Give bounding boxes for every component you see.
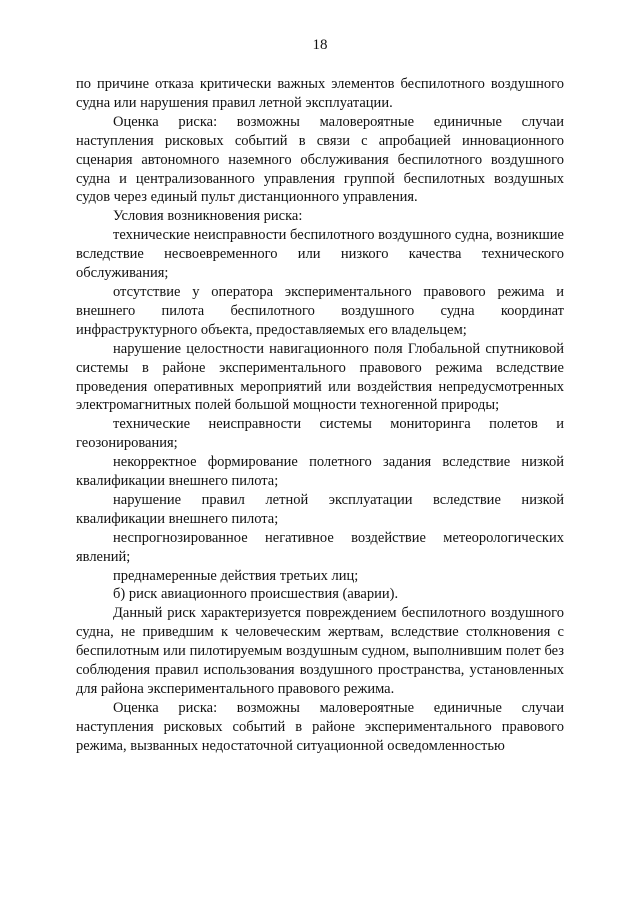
list-item: технические неисправности системы мониторинга полетов и геозонирования; [76,416,564,452]
section-heading: б) риск авиационного происшествия (аварии). [113,586,399,603]
list-item: технические неисправности беспилотного воздушного судна, возникшие вследствие несвоевременного или низкого качества технического обслуживания; [76,227,564,282]
paragraph-risk-assessment: Оценка риска: возможны маловероятные единичные случаи наступления рисковых событий в связи с апробацией инновационного сценария автономного наземного обслуживания беспилотного воздушного судна и централизованного управления группой беспилотных воздушных судов через единый пульт дистанционного управления. [76,113,564,206]
list-item: преднамеренные действия третьих лиц; [113,567,359,584]
page-number: 18 [312,37,328,53]
paragraph-continuation: по причине отказа критически важных элементов беспилотного воздушного судна или нарушения правил летной эксплуатации. [76,76,564,111]
list-item: неспрогнозированное негативное воздействие метеорологических явлений; [76,529,564,565]
document-body [76,75,564,756]
paragraph-risk-conditions-heading: Условия возникновения риска: [113,208,303,225]
list-item: нарушение правил летной эксплуатации вследствие низкой квалификации внешнего пилота; [76,491,564,527]
list-item: отсутствие у оператора экспериментального правового режима и внешнего пилота беспилотного воздушного судна координат инфраструктурного объекта, предоставляемых его владельцем; [76,283,564,338]
paragraph-risk-description: Данный риск характеризуется повреждением беспилотного воздушного судна, не приведшим к человеческим жертвам, вследствие столкновения с беспилотным или пилотируемым воздушным судном, выполнившим полет без соблюдения правил использования воздушного пространства, установленных для района экспериментального правового режима. [76,605,564,697]
list-item: нарушение целостности навигационного поля Глобальной спутниковой системы в районе экспериментального правового режима вследствие проведения оперативных мероприятий или воздействия непредусмотренных электромагнитных полей большой мощности техногенной природы; [76,340,564,414]
paragraph-risk-assessment: Оценка риска: возможны маловероятные единичные случаи наступления рисковых событий в районе экспериментального правового режима, вызванных недостаточной ситуационной осведомленностью [76,699,564,754]
list-item: некорректное формирование полетного задания вследствие низкой квалификации внешнего пилота; [76,454,564,490]
